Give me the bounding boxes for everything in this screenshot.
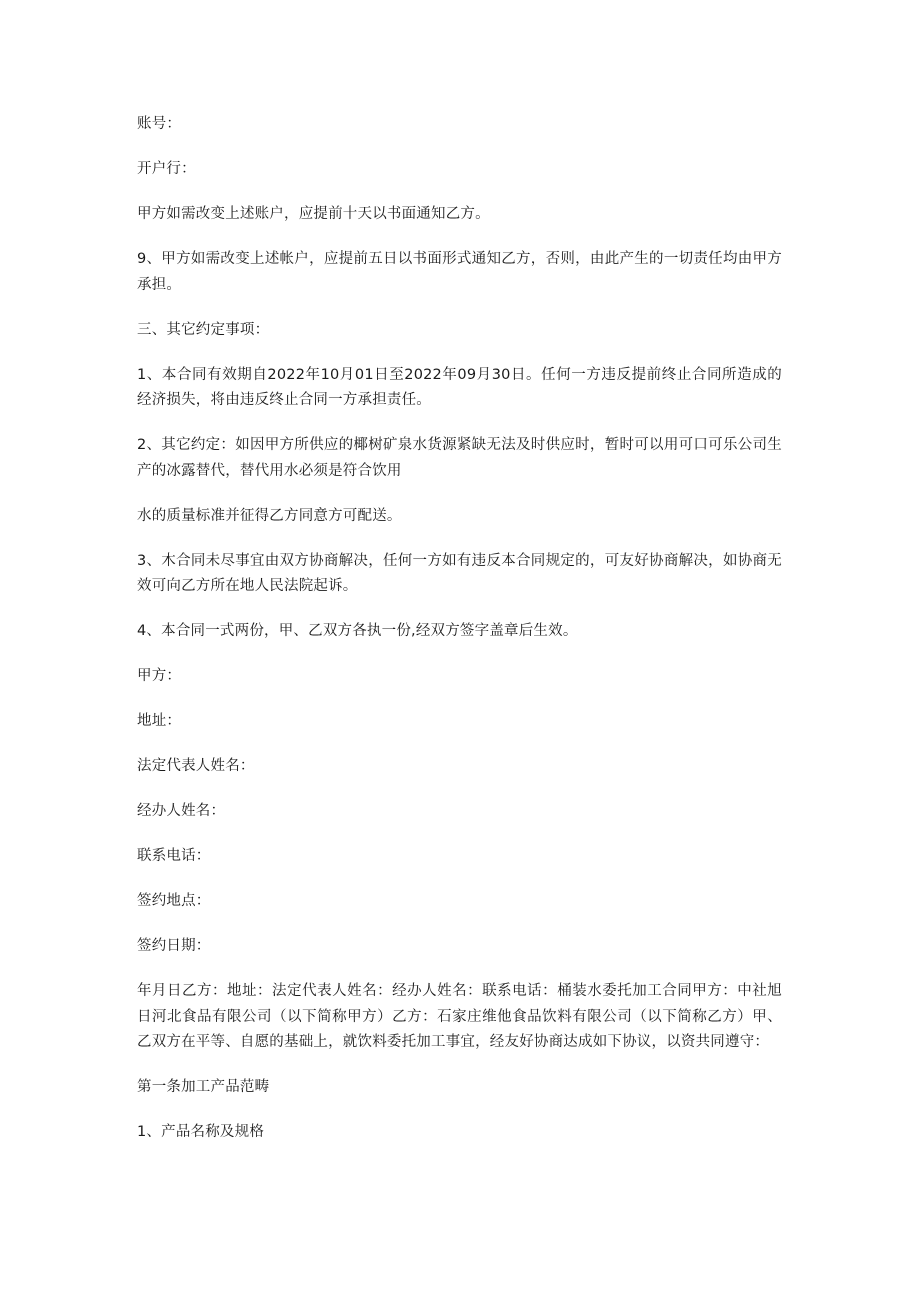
phone-label: 联系电话： — [137, 848, 211, 864]
sign-place-label: 签约地点： — [137, 893, 211, 909]
term-4-copies: 4、本合同一式两份，甲、乙双方各执一份,经双方签字盖章后生效。 — [137, 623, 578, 639]
term-3-disputes: 3、木合同未尽事宜由双方协商解决，任何一方如有违反本合同规定的，可友好协商解决，如协商无效可向乙方所在地人民法院起诉。 — [137, 552, 782, 594]
handler-label: 经办人姓名： — [137, 803, 226, 819]
term-1-validity: 1、本合同有效期自2022年10月01日至2022年09月30日。任何一方违反提前终止合同所造成的经济损失，将由违反终止合同一方承担责任。 — [137, 366, 782, 408]
clause-9: 9、甲方如需改变上述帐户，应提前五日以书面形式通知乙方，否则，由此产生的一切责任均由甲方承担。 — [137, 251, 782, 293]
account-change-notice: 甲方如需改变上述账户，应提前十天以书面通知乙方。 — [137, 206, 490, 222]
account-number-label: 账号： — [137, 116, 182, 132]
term-2-other: 2、其它约定：如因甲方所供应的椰树矿泉水货源紧缺无法及时供应时，暂时可以用可口可乐公司生产的冰露替代，替代用水必须是符合饮用 — [137, 437, 782, 479]
party-a-label: 甲方： — [137, 668, 182, 684]
product-name-spec: 1、产品名称及规格 — [137, 1124, 265, 1140]
term-2-continuation: 水的质量标准并征得乙方同意方可配送。 — [137, 507, 402, 524]
sign-date-label: 签约日期： — [137, 938, 211, 954]
article-1-heading: 第一条加工产品范畴 — [137, 1079, 270, 1095]
document-page — [137, 112, 782, 1165]
address-label: 地址： — [137, 713, 182, 729]
contract-preamble: 年月日乙方：地址：法定代表人姓名：经办人姓名：联系电话：桶装水委托加工合同甲方：中社旭日河北食品有限公司（以下简称甲方）乙方：石家庄维他食品饮料有限公司（以下简称乙方）甲、乙双方在平等、自愿的基础上，就饮料委托加工事宜，经友好协商达成如下协议，以资共同遵守： — [137, 983, 782, 1050]
bank-label: 开户行： — [137, 161, 196, 177]
legal-rep-label: 法定代表人姓名： — [137, 758, 255, 774]
section-heading-other-terms: 三、其它约定事项： — [137, 321, 270, 338]
